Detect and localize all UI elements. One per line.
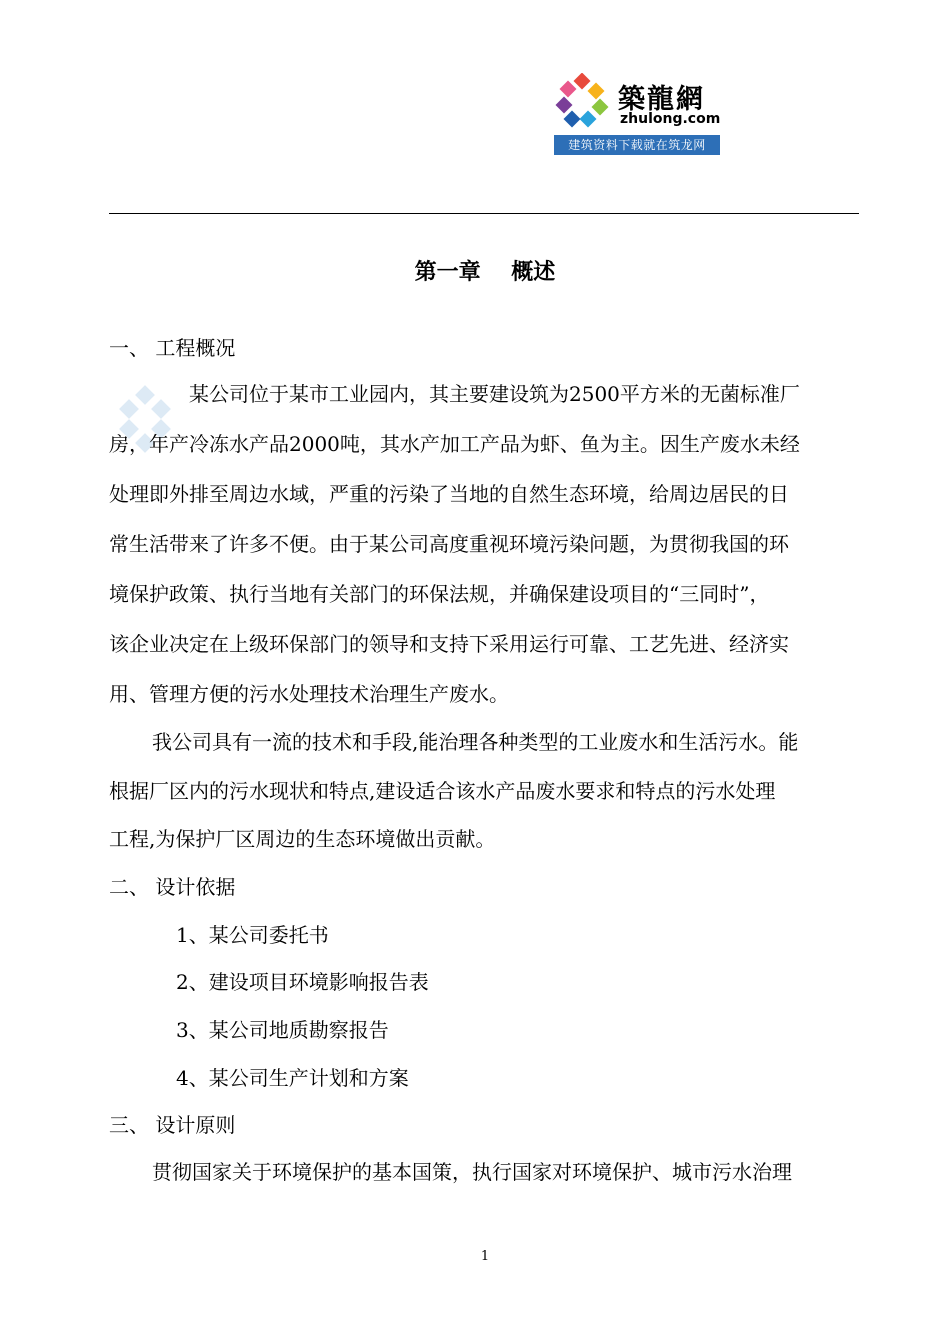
- list-item: 3、某公司地质勘察报告: [176, 1018, 389, 1042]
- paragraph-line: 房，年产冷冻水产品2000吨，其水产加工产品为虾、鱼为主。因生产废水未经: [109, 432, 800, 456]
- paragraph-line: 我公司具有一流的技术和手段,能治理各种类型的工业废水和生活污水。能: [152, 730, 799, 754]
- logo-domain: zhulong.com: [620, 111, 721, 127]
- zhulong-emblem-icon: [554, 73, 612, 131]
- list-item: 4、某公司生产计划和方案: [176, 1066, 409, 1090]
- header-rule: [109, 213, 859, 214]
- section-3-heading: 三、 设计原则: [109, 1113, 236, 1137]
- page-number: 1: [480, 1249, 490, 1264]
- paragraph-line: 贯彻国家关于环境保护的基本国策，执行国家对环境保护、城市污水治理: [152, 1160, 792, 1184]
- section-1-heading: 一、 工程概况: [109, 336, 236, 360]
- paragraph-line: 境保护政策、执行当地有关部门的环保法规，并确保建设项目的“三同时”，: [109, 582, 770, 606]
- paragraph-line: 用、管理方便的污水处理技术治理生产废水。: [109, 682, 509, 706]
- paragraph-line: 工程,为保护厂区周边的生态环境做出贡献。: [109, 827, 496, 851]
- paragraph-line: 常生活带来了许多不便。由于某公司高度重视环境污染问题，为贯彻我国的环: [109, 532, 789, 556]
- logo-slogan: 建筑资料下载就在筑龙网: [554, 135, 720, 155]
- paragraph-line: 处理即外排至周边水域，严重的污染了当地的自然生态环境，给周边居民的日: [109, 482, 789, 506]
- paragraph-line: 根据厂区内的污水现状和特点,建设适合该水产品废水要求和特点的污水处理: [109, 779, 776, 803]
- chapter-title: 第一章 概述: [414, 260, 556, 285]
- logo-name-cn: 築龍網: [618, 84, 705, 115]
- zhulong-logo: [554, 73, 720, 155]
- list-item: 1、某公司委托书: [176, 923, 329, 947]
- list-item: 2、建设项目环境影响报告表: [176, 970, 429, 994]
- paragraph-line: 该企业决定在上级环保部门的领导和支持下采用运行可靠、工艺先进、经济实: [109, 632, 789, 656]
- section-2-heading: 二、 设计依据: [109, 875, 236, 899]
- paragraph-line: 某公司位于某市工业园内，其主要建设筑为2500平方米的无菌标准厂: [189, 382, 800, 406]
